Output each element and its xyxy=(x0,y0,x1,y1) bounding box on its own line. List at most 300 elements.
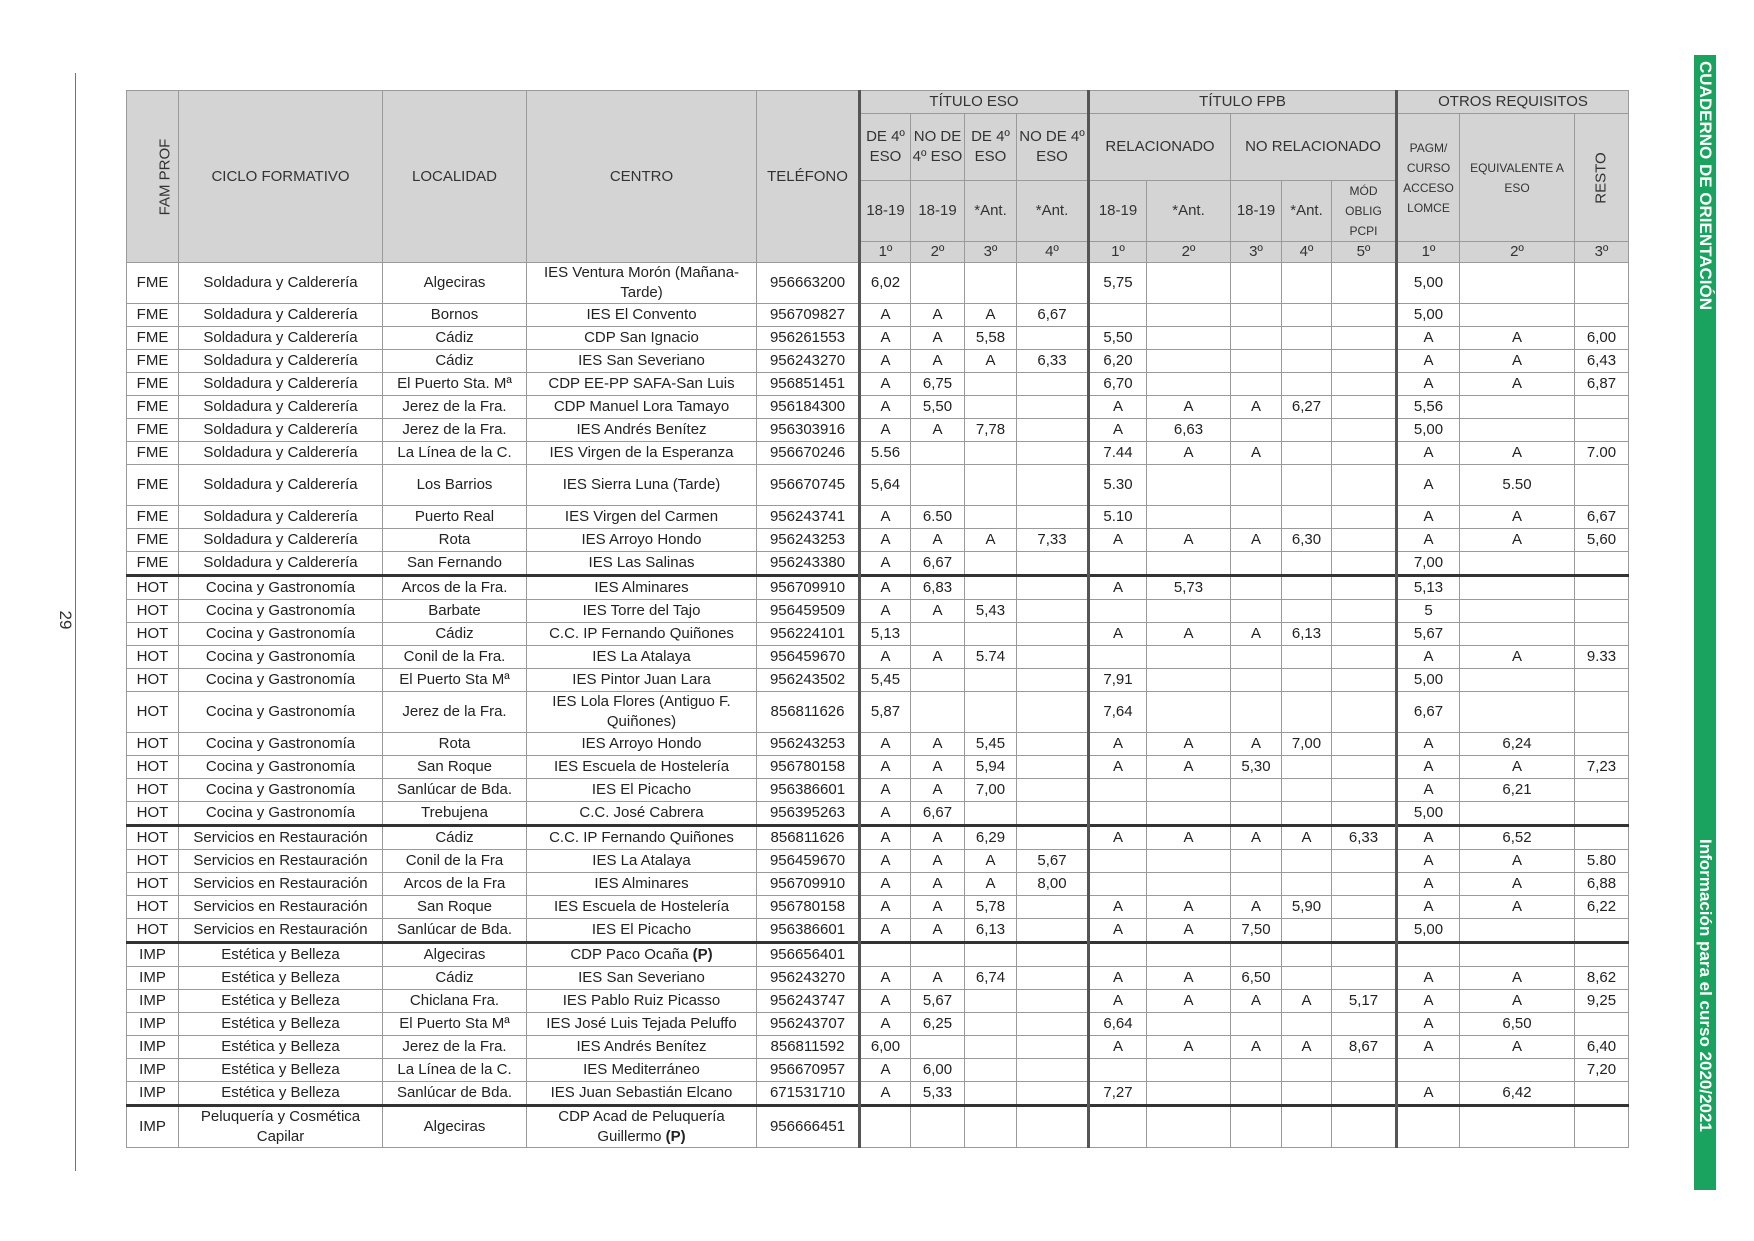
table-cell xyxy=(1575,576,1629,600)
table-cell: San Fernando xyxy=(383,552,527,576)
table-cell: 6,42 xyxy=(1460,1082,1575,1106)
table-cell xyxy=(1231,779,1282,802)
table-cell xyxy=(911,943,965,967)
table-cell: 6,67 xyxy=(1397,692,1460,733)
table-row xyxy=(127,576,1629,600)
table-cell: IES San Severiano xyxy=(527,967,757,990)
table-cell: Bornos xyxy=(383,304,527,327)
table-cell xyxy=(965,943,1017,967)
table-row xyxy=(127,263,1629,304)
sidebar-subtitle: Información para el curso 2020/2021 xyxy=(1696,839,1715,1132)
table-cell xyxy=(1147,1082,1231,1106)
table-cell: A xyxy=(1147,396,1231,419)
private-center-marker: (P) xyxy=(692,946,713,963)
table-cell: 956663200 xyxy=(757,263,860,304)
table-cell: 5,00 xyxy=(1397,919,1460,943)
table-cell xyxy=(1147,373,1231,396)
table-cell xyxy=(965,576,1017,600)
table-cell: A xyxy=(1460,506,1575,529)
table-cell xyxy=(1231,327,1282,350)
table-cell xyxy=(911,623,965,646)
table-cell: A xyxy=(860,779,911,802)
table-row xyxy=(127,896,1629,919)
table-row xyxy=(127,442,1629,465)
table-cell xyxy=(965,465,1017,506)
table-cell: 856811626 xyxy=(757,692,860,733)
table-cell xyxy=(1282,600,1332,623)
table-cell xyxy=(965,1013,1017,1036)
table-cell: A xyxy=(1089,733,1147,756)
table-cell: 6,67 xyxy=(1575,506,1629,529)
table-cell: A xyxy=(1397,465,1460,506)
table-cell xyxy=(1460,600,1575,623)
table-cell: Sanlúcar de Bda. xyxy=(383,1082,527,1106)
table-cell: IES San Severiano xyxy=(527,350,757,373)
table-cell: A xyxy=(860,600,911,623)
table-cell: Rota xyxy=(383,733,527,756)
table-cell: IES Alminares xyxy=(527,873,757,896)
table-cell xyxy=(1332,552,1397,576)
table-cell xyxy=(965,396,1017,419)
table-cell: 956670246 xyxy=(757,442,860,465)
table-cell: 956851451 xyxy=(757,373,860,396)
table-cell xyxy=(1017,442,1089,465)
table-cell xyxy=(1231,465,1282,506)
table-row xyxy=(127,756,1629,779)
table-cell xyxy=(1282,1059,1332,1082)
table-cell xyxy=(1089,779,1147,802)
table-cell xyxy=(1147,263,1231,304)
table-cell xyxy=(1575,419,1629,442)
table-cell: IES Lola Flores (Antiguo F. Quiñones) xyxy=(527,692,757,733)
table-cell: San Roque xyxy=(383,756,527,779)
table-cell: FME xyxy=(127,396,179,419)
table-cell xyxy=(1332,967,1397,990)
table-cell xyxy=(1282,1106,1332,1148)
table-cell xyxy=(1231,373,1282,396)
table-cell: Soldadura y Calderería xyxy=(179,304,383,327)
table-cell xyxy=(1282,442,1332,465)
table-cell: 5,90 xyxy=(1282,896,1332,919)
table-cell xyxy=(1282,850,1332,873)
table-cell: HOT xyxy=(127,826,179,850)
table-cell xyxy=(1332,465,1397,506)
table-cell: 956670957 xyxy=(757,1059,860,1082)
table-cell: Sanlúcar de Bda. xyxy=(383,919,527,943)
table-cell: 7.44 xyxy=(1089,442,1147,465)
table-cell xyxy=(1332,350,1397,373)
table-cell: A xyxy=(1397,646,1460,669)
table-cell: A xyxy=(1397,327,1460,350)
table-cell xyxy=(1017,576,1089,600)
table-cell: A xyxy=(911,779,965,802)
table-cell: 6,00 xyxy=(911,1059,965,1082)
table-row xyxy=(127,919,1629,943)
table-cell xyxy=(911,692,965,733)
table-cell: A xyxy=(1147,623,1231,646)
table-cell: 6,33 xyxy=(1017,350,1089,373)
table-cell xyxy=(1147,779,1231,802)
table-cell: A xyxy=(1397,826,1460,850)
table-cell: 6,24 xyxy=(1460,733,1575,756)
table-cell: 7,00 xyxy=(1397,552,1460,576)
table-cell: 6,63 xyxy=(1147,419,1231,442)
table-cell: 5.30 xyxy=(1089,465,1147,506)
table-cell: A xyxy=(1460,442,1575,465)
table-cell: FME xyxy=(127,304,179,327)
table-cell xyxy=(1089,850,1147,873)
table-cell: Cocina y Gastronomía xyxy=(179,756,383,779)
table-cell: 5,67 xyxy=(911,990,965,1013)
table-cell: 6,33 xyxy=(1332,826,1397,850)
resto-label: RESTO xyxy=(1592,151,1610,204)
table-cell: HOT xyxy=(127,873,179,896)
table-cell: C.C. IP Fernando Quiñones xyxy=(527,826,757,850)
table-cell xyxy=(1575,733,1629,756)
table-cell xyxy=(1332,692,1397,733)
table-cell: A xyxy=(860,576,911,600)
table-cell: A xyxy=(1397,373,1460,396)
table-cell: A xyxy=(1147,442,1231,465)
table-cell: A xyxy=(860,756,911,779)
table-cell: 6,50 xyxy=(1231,967,1282,990)
table-cell xyxy=(1575,623,1629,646)
table-cell: A xyxy=(911,967,965,990)
table-cell: 5.80 xyxy=(1575,850,1629,873)
table-cell: El Puerto Sta Mª xyxy=(383,669,527,692)
table-cell: Servicios en Restauración xyxy=(179,896,383,919)
table-cell xyxy=(1460,304,1575,327)
table-cell: Cocina y Gastronomía xyxy=(179,779,383,802)
table-cell xyxy=(1017,396,1089,419)
table-cell xyxy=(1017,733,1089,756)
table-cell: 6,52 xyxy=(1460,826,1575,850)
table-cell: 856811626 xyxy=(757,826,860,850)
table-cell: 6,67 xyxy=(911,552,965,576)
table-cell xyxy=(1282,1013,1332,1036)
table-cell: IES Alminares xyxy=(527,576,757,600)
table-cell: A xyxy=(911,919,965,943)
table-cell xyxy=(1017,646,1089,669)
otros-ord-2: 2º xyxy=(1460,242,1575,263)
table-cell xyxy=(1575,692,1629,733)
table-cell: 5,64 xyxy=(860,465,911,506)
table-cell: HOT xyxy=(127,779,179,802)
table-row xyxy=(127,873,1629,896)
table-cell: 7,33 xyxy=(1017,529,1089,552)
table-row xyxy=(127,943,1629,967)
table-cell: A xyxy=(1460,873,1575,896)
table-cell: IES Arroyo Hondo xyxy=(527,733,757,756)
table-cell xyxy=(965,506,1017,529)
table-cell: Barbate xyxy=(383,600,527,623)
table-cell: 956243253 xyxy=(757,529,860,552)
table-cell xyxy=(1575,600,1629,623)
table-row xyxy=(127,304,1629,327)
table-cell: A xyxy=(1231,529,1282,552)
table-cell xyxy=(1231,669,1282,692)
table-cell: IES Virgen del Carmen xyxy=(527,506,757,529)
table-cell xyxy=(1017,669,1089,692)
eso-ord-3: 3º xyxy=(965,242,1017,263)
table-cell xyxy=(1575,263,1629,304)
table-cell: IES Escuela de Hostelería xyxy=(527,896,757,919)
table-cell: 6,67 xyxy=(1017,304,1089,327)
table-cell: Cocina y Gastronomía xyxy=(179,733,383,756)
table-cell xyxy=(1332,646,1397,669)
table-cell: A xyxy=(1460,850,1575,873)
table-cell xyxy=(1017,263,1089,304)
table-cell xyxy=(1017,919,1089,943)
table-cell xyxy=(1089,802,1147,826)
table-cell xyxy=(1089,1059,1147,1082)
table-cell: IES El Convento xyxy=(527,304,757,327)
table-cell: 5.74 xyxy=(965,646,1017,669)
table-cell xyxy=(1282,967,1332,990)
table-cell xyxy=(1017,465,1089,506)
table-cell: A xyxy=(1089,919,1147,943)
eso-no-de-4: NO DE 4º ESO xyxy=(911,114,965,181)
table-cell: 6,21 xyxy=(1460,779,1575,802)
table-cell: 5.10 xyxy=(1089,506,1147,529)
table-cell xyxy=(1575,826,1629,850)
table-cell xyxy=(1089,1106,1147,1148)
table-cell xyxy=(1282,350,1332,373)
table-row xyxy=(127,779,1629,802)
table-cell xyxy=(1332,396,1397,419)
table-cell xyxy=(1017,692,1089,733)
table-cell xyxy=(1089,304,1147,327)
table-cell: Soldadura y Calderería xyxy=(179,373,383,396)
table-cell xyxy=(965,692,1017,733)
fpb-rel-ant: *Ant. xyxy=(1147,181,1231,242)
table-cell: 6,50 xyxy=(1460,1013,1575,1036)
table-cell xyxy=(1282,646,1332,669)
table-cell: A xyxy=(1397,442,1460,465)
table-cell: A xyxy=(965,873,1017,896)
table-cell: A xyxy=(1089,826,1147,850)
table-cell: A xyxy=(1231,1036,1282,1059)
table-cell: A xyxy=(1282,990,1332,1013)
table-cell: A xyxy=(1397,1036,1460,1059)
table-cell xyxy=(1017,1059,1089,1082)
table-cell: 5,00 xyxy=(1397,802,1460,826)
table-cell: FME xyxy=(127,465,179,506)
table-cell: A xyxy=(860,826,911,850)
table-cell xyxy=(1575,1013,1629,1036)
table-cell: A xyxy=(1089,576,1147,600)
table-cell: Peluquería y Cosmética Capilar xyxy=(179,1106,383,1148)
table-cell xyxy=(965,263,1017,304)
table-cell xyxy=(1460,1106,1575,1148)
fpb-ord-5: 5º xyxy=(1332,242,1397,263)
table-cell xyxy=(1332,1082,1397,1106)
table-cell: A xyxy=(860,373,911,396)
table-cell xyxy=(1147,873,1231,896)
table-cell: A xyxy=(1089,896,1147,919)
table-cell xyxy=(1575,304,1629,327)
table-cell: A xyxy=(1397,733,1460,756)
table-cell: FME xyxy=(127,442,179,465)
table-cell: Chiclana Fra. xyxy=(383,990,527,1013)
table-cell xyxy=(1017,802,1089,826)
table-cell: 5,45 xyxy=(860,669,911,692)
table-cell: A xyxy=(1231,623,1282,646)
col-centro: CENTRO xyxy=(527,91,757,263)
table-cell: A xyxy=(860,873,911,896)
table-cell: A xyxy=(911,600,965,623)
table-cell xyxy=(1017,1082,1089,1106)
table-row xyxy=(127,733,1629,756)
table-cell xyxy=(1332,896,1397,919)
table-cell: 956780158 xyxy=(757,756,860,779)
table-cell: A xyxy=(860,802,911,826)
table-cell: 956303916 xyxy=(757,419,860,442)
fpb-rel-year: 18-19 xyxy=(1089,181,1147,242)
table-cell: 7,27 xyxy=(1089,1082,1147,1106)
table-cell: A xyxy=(911,304,965,327)
table-cell: A xyxy=(911,327,965,350)
table-cell: A xyxy=(1460,327,1575,350)
table-cell: CDP Acad de Peluquería Guillermo (P) xyxy=(527,1106,757,1148)
table-cell: Cádiz xyxy=(383,350,527,373)
table-row xyxy=(127,1106,1629,1148)
table-cell xyxy=(1332,373,1397,396)
table-cell: 5,67 xyxy=(1017,850,1089,873)
fpb-relacionado: RELACIONADO xyxy=(1089,114,1231,181)
table-row xyxy=(127,1082,1629,1106)
table-cell: A xyxy=(1397,850,1460,873)
table-cell: Cádiz xyxy=(383,967,527,990)
table-cell xyxy=(1575,1082,1629,1106)
table-cell xyxy=(1017,373,1089,396)
table-cell xyxy=(1231,304,1282,327)
table-cell xyxy=(1575,779,1629,802)
table-cell: 7,23 xyxy=(1575,756,1629,779)
table-cell: Soldadura y Calderería xyxy=(179,529,383,552)
table-cell: A xyxy=(1089,529,1147,552)
table-cell xyxy=(1282,873,1332,896)
table-cell xyxy=(1332,576,1397,600)
table-cell: A xyxy=(860,733,911,756)
table-cell: Estética y Belleza xyxy=(179,967,383,990)
table-cell: HOT xyxy=(127,692,179,733)
table-cell: HOT xyxy=(127,623,179,646)
table-cell: A xyxy=(1397,350,1460,373)
table-cell xyxy=(1017,943,1089,967)
group-titulo-fpb: TÍTULO FPB xyxy=(1089,91,1397,114)
table-cell: A xyxy=(911,350,965,373)
table-cell: A xyxy=(1460,1036,1575,1059)
table-cell xyxy=(965,1059,1017,1082)
table-cell: A xyxy=(911,850,965,873)
table-cell xyxy=(1231,646,1282,669)
table-cell: FME xyxy=(127,350,179,373)
table-cell xyxy=(911,263,965,304)
table-cell: IES Virgen de la Esperanza xyxy=(527,442,757,465)
table-cell: HOT xyxy=(127,850,179,873)
table-cell: A xyxy=(1147,733,1231,756)
table-row xyxy=(127,990,1629,1013)
table-cell xyxy=(1147,669,1231,692)
table-cell: 5,75 xyxy=(1089,263,1147,304)
table-cell: 5,17 xyxy=(1332,990,1397,1013)
table-cell xyxy=(1147,1059,1231,1082)
eso-year-1: 18-19 xyxy=(860,181,911,242)
table-cell: A xyxy=(1147,826,1231,850)
table-cell: HOT xyxy=(127,919,179,943)
table-cell xyxy=(1147,850,1231,873)
table-cell xyxy=(1231,850,1282,873)
table-row xyxy=(127,692,1629,733)
table-cell xyxy=(1282,576,1332,600)
table-cell: C.C. IP Fernando Quiñones xyxy=(527,623,757,646)
otros-ord-1: 1º xyxy=(1397,242,1460,263)
table-cell: A xyxy=(1147,756,1231,779)
table-cell: 6,64 xyxy=(1089,1013,1147,1036)
table-cell: HOT xyxy=(127,646,179,669)
table-cell: 956656401 xyxy=(757,943,860,967)
table-cell: 5.50 xyxy=(1460,465,1575,506)
table-cell xyxy=(1147,327,1231,350)
table-cell: 5,33 xyxy=(911,1082,965,1106)
table-row xyxy=(127,350,1629,373)
table-cell: IES La Atalaya xyxy=(527,646,757,669)
table-cell: 7,78 xyxy=(965,419,1017,442)
table-row xyxy=(127,396,1629,419)
table-cell: IES Ventura Morón (Mañana-Tarde) xyxy=(527,263,757,304)
table-cell xyxy=(1231,873,1282,896)
table-cell xyxy=(860,1106,911,1148)
table-cell xyxy=(1282,465,1332,506)
table-cell xyxy=(1575,669,1629,692)
table-cell xyxy=(911,1036,965,1059)
table-cell xyxy=(1231,943,1282,967)
otros-ord-3: 3º xyxy=(1575,242,1629,263)
table-cell xyxy=(1460,576,1575,600)
table-cell: IES El Picacho xyxy=(527,919,757,943)
table-cell xyxy=(1231,552,1282,576)
table-cell xyxy=(1017,990,1089,1013)
table-cell: A xyxy=(1397,506,1460,529)
col-localidad: LOCALIDAD xyxy=(383,91,527,263)
table-cell xyxy=(1575,396,1629,419)
table-cell: 6,88 xyxy=(1575,873,1629,896)
table-cell xyxy=(1231,600,1282,623)
table-cell xyxy=(1332,779,1397,802)
table-cell: HOT xyxy=(127,600,179,623)
table-cell: Soldadura y Calderería xyxy=(179,327,383,350)
table-cell: 5,43 xyxy=(965,600,1017,623)
table-row xyxy=(127,646,1629,669)
table-cell: A xyxy=(1282,1036,1332,1059)
table-cell: IMP xyxy=(127,1013,179,1036)
table-cell xyxy=(1231,1059,1282,1082)
table-cell: IES Arroyo Hondo xyxy=(527,529,757,552)
table-cell xyxy=(1397,943,1460,967)
eso-ord-2: 2º xyxy=(911,242,965,263)
eso-ant-1: *Ant. xyxy=(965,181,1017,242)
table-cell: 5,50 xyxy=(1089,327,1147,350)
table-cell xyxy=(1089,646,1147,669)
table-cell: A xyxy=(860,919,911,943)
table-cell: 5,60 xyxy=(1575,529,1629,552)
group-titulo-eso: TÍTULO ESO xyxy=(860,91,1089,114)
table-cell: A xyxy=(1460,529,1575,552)
table-cell: A xyxy=(1397,896,1460,919)
table-cell xyxy=(1460,419,1575,442)
table-cell xyxy=(1332,304,1397,327)
